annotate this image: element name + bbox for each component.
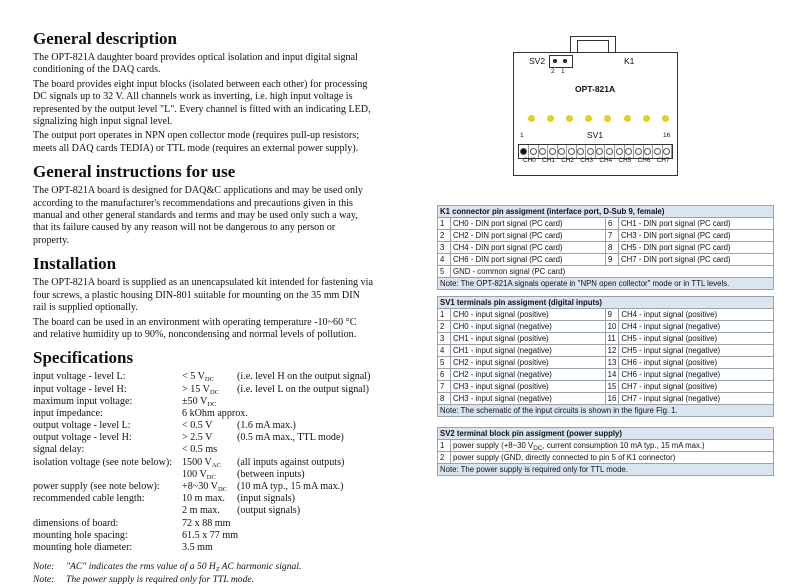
table-cell: 4 <box>438 254 451 266</box>
table-row <box>438 321 774 333</box>
note-row <box>33 561 373 574</box>
installation-heading: Installation <box>33 254 117 274</box>
sv2-pin <box>563 59 567 63</box>
spec-value <box>182 396 216 408</box>
table-cell: 3 <box>438 333 451 345</box>
table-row <box>438 393 774 405</box>
spec-label: maximum input voltage: <box>33 395 133 407</box>
spec-row <box>33 420 373 432</box>
spec-value <box>182 444 217 456</box>
spec-note: (i.e. level H on the output signal) <box>237 371 371 383</box>
spec-note: (1.6 mA max.) <box>237 420 296 432</box>
table-cell: 1 <box>438 218 451 230</box>
spec-row <box>33 396 373 408</box>
spec-label: isolation voltage (see note below): <box>33 456 173 468</box>
table-cell: CH6 - input signal (positive) <box>619 357 774 369</box>
spec-row <box>33 505 373 517</box>
spec-value-text: 6 kOhm approx. <box>182 407 248 419</box>
specifications-section <box>33 348 373 586</box>
table-cell: 16 <box>605 393 619 405</box>
table-row <box>438 357 774 369</box>
left-column <box>33 29 373 586</box>
channel-label: CH7 <box>656 157 670 164</box>
table-cell: 6 <box>438 369 451 381</box>
table-cell: 10 <box>605 321 619 333</box>
table-row <box>438 309 774 321</box>
table-cell: 15 <box>605 381 619 393</box>
sv2-pin2-label: 2 <box>551 68 555 75</box>
paragraph: The OPT-821A board is supplied as an unencapsulated kit intended for fastening via four screws, a plastic housing DIN-801 suitable for mounting on the 35 mm DIN rail is supplied optionally. <box>33 277 373 314</box>
spec-value-text: 1500 V <box>182 456 212 468</box>
spec-note: (output signals) <box>237 505 301 517</box>
spec-row <box>33 432 373 444</box>
specifications-notes <box>33 561 373 586</box>
spec-value <box>182 371 214 383</box>
table-cell: CH0 - input signal (negative) <box>451 321 606 333</box>
table-cell: power supply (GND, directly connected to pin 5 of K1 connector) <box>451 452 774 464</box>
k1-pin-table <box>437 205 774 290</box>
table-cell: 12 <box>605 345 619 357</box>
spec-value-text: < 5 V <box>182 371 205 383</box>
led-indicator <box>662 115 669 122</box>
sv2-pin <box>553 59 557 63</box>
k1-label: K1 <box>624 56 635 66</box>
table-cell: CH6 - DIN port signal (PC card) <box>451 254 606 266</box>
table-cell: 5 <box>438 266 451 278</box>
sv1-pin-end: 16 <box>663 132 671 139</box>
sv1-table-note: Note: The schematic of the input circuits is shown in the figure Fig. 1. <box>438 405 774 417</box>
table-cell: CH1 - input signal (positive) <box>451 333 606 345</box>
paragraph: The OPT-821A board is designed for DAQ&C applications and may be used only according to the manufacturer's recommendations and precautions given in this manual and other general standards and terms and may be used only such a way, that its failure caused by any reason will not be dangerous to any person or property. <box>33 185 363 246</box>
note-text <box>66 561 301 574</box>
general-description-section <box>33 29 373 155</box>
channel-label: CH0 <box>523 157 536 164</box>
spec-value-text: 72 x 88 mm <box>182 517 231 529</box>
terminal-screw <box>530 148 537 155</box>
spec-value <box>182 493 225 505</box>
spec-row <box>33 493 373 505</box>
general-instructions-section <box>33 162 373 247</box>
table-row <box>438 333 774 345</box>
table-cell: 11 <box>605 333 619 345</box>
table-cell: 5 <box>438 357 451 369</box>
note-label: Note: <box>33 573 55 585</box>
spec-row <box>33 518 373 530</box>
led-indicator <box>643 115 650 122</box>
spec-row <box>33 542 373 554</box>
paragraph: The board can be used in an environment with operating temperature -10~60 °C and relative humidity up to 90%, noncondensing and normal levels of pollution. <box>33 316 357 340</box>
table-cell: CH0 - DIN port signal (PC card) <box>451 218 606 230</box>
table-cell: 2 <box>438 321 451 333</box>
note-text-main: "AC" indicates the rms value of a 50 H <box>66 561 216 573</box>
general-instructions-heading: General instructions for use <box>33 162 236 182</box>
spec-label: input voltage - level H: <box>33 383 127 395</box>
spec-value <box>182 408 248 420</box>
terminal-screw <box>635 148 642 155</box>
spec-value-sub: DC <box>207 400 217 408</box>
table-cell: CH7 - DIN port signal (PC card) <box>618 254 773 266</box>
spec-row <box>33 530 373 542</box>
spec-value-text: > 15 V <box>182 383 210 395</box>
spec-value <box>182 481 227 493</box>
sv2-pin-table <box>437 427 774 476</box>
spec-note: (10 mA typ., 15 mA max.) <box>237 481 344 492</box>
sv1-table-title: SV1 terminals pin assigment (digital inputs) <box>438 297 774 309</box>
k1-table-title: K1 connector pin assigment (interface port, D-Sub 9, female) <box>438 206 774 218</box>
spec-value <box>182 505 220 517</box>
spec-label: power supply (see note below): <box>33 481 160 492</box>
table-row <box>438 230 774 242</box>
table-cell: CH2 - input signal (positive) <box>451 357 606 369</box>
table-cell: 7 <box>605 230 618 242</box>
table-cell: CH5 - DIN port signal (PC card) <box>618 242 773 254</box>
spec-value-text: 10 m max. <box>182 493 225 505</box>
table-cell: CH7 - input signal (positive) <box>619 381 774 393</box>
spec-value <box>182 384 219 396</box>
spec-value <box>182 518 231 530</box>
spec-value-text: ±50 V <box>182 395 208 407</box>
spec-value <box>182 530 238 542</box>
spec-value-sub: AC <box>211 461 221 469</box>
table-cell: CH3 - input signal (positive) <box>451 381 606 393</box>
spec-label: output voltage - level H: <box>33 432 132 444</box>
table-cell: CH2 - DIN port signal (PC card) <box>451 230 606 242</box>
led-indicator <box>624 115 631 122</box>
channel-label: CH6 <box>637 157 651 164</box>
specifications-heading: Specifications <box>33 348 134 368</box>
spec-value <box>182 420 212 432</box>
channel-label: CH3 <box>580 157 594 164</box>
table-cell: 1 <box>438 440 451 452</box>
table-cell: power supply (+8~30 $V_{DC}$, current consumption 10 mA typ., 15 mA max.) <box>451 440 774 452</box>
table-cell: 9 <box>605 254 618 266</box>
sv1-label: SV1 <box>587 130 604 140</box>
table-row <box>438 242 774 254</box>
spec-row <box>33 384 373 396</box>
spec-note: (0.5 mA max., TTL mode) <box>237 432 344 444</box>
channel-label: CH5 <box>618 157 632 164</box>
paragraph: The board provides eight input blocks (isolated between each other) for processing DC signals up to 32 V. All channels work as inverting, i.e. high input voltage is represented by the output level "L". Every channel is fitted with an indicating LED, signalizing high input signal level. <box>33 78 371 128</box>
note-label: Note: <box>33 561 55 573</box>
spec-value-sub: DC <box>209 388 219 396</box>
terminal-screw <box>606 148 613 155</box>
sv2-table-title: SV2 terminal block pin assigment (power supply) <box>438 428 774 440</box>
spec-value-text: 61.5 x 77 mm <box>182 529 239 541</box>
table-cell: 13 <box>605 357 619 369</box>
table-cell: 2 <box>438 452 451 464</box>
sv1-pin-table <box>437 296 774 417</box>
spec-note: (input signals) <box>237 493 296 505</box>
spec-label: mounting hole spacing: <box>33 529 128 541</box>
note-text-sub: Z <box>215 566 220 574</box>
table-cell: 2 <box>438 230 451 242</box>
sv2-table-note: Note: The power supply is required only for TTL mode. <box>438 464 774 476</box>
table-cell: CH2 - input signal (negative) <box>451 369 606 381</box>
table-cell: 14 <box>605 369 619 381</box>
spec-value-text: > 2.5 V <box>182 432 213 444</box>
table-cell: GND - common signal (PC card) <box>451 266 774 278</box>
channel-label: CH2 <box>561 157 574 164</box>
spec-value-text: 100 V <box>182 468 207 480</box>
table-cell: CH1 - DIN port signal (PC card) <box>618 218 773 230</box>
table-cell: CH7 - input signal (negative) <box>619 393 774 405</box>
note-text <box>66 574 254 586</box>
spec-label: recommended cable length: <box>33 493 145 505</box>
spec-note: (between inputs) <box>237 468 305 480</box>
spec-row <box>33 481 373 493</box>
sv2-pin1-label: 1 <box>561 68 565 75</box>
spec-label: mounting hole diameter: <box>33 541 133 553</box>
spec-value-text: 3.5 mm <box>182 541 213 553</box>
sv1-pin-start: 1 <box>520 132 524 139</box>
table-cell: 6 <box>605 218 618 230</box>
note-text-tail: AC harmonic signal. <box>219 561 302 573</box>
spec-row <box>33 371 373 383</box>
table-cell: 4 <box>438 345 451 357</box>
spec-label: input impedance: <box>33 407 103 419</box>
table-cell: CH5 - input signal (negative) <box>619 345 774 357</box>
spec-value-text: +8~30 V <box>182 481 218 492</box>
table-row <box>438 381 774 393</box>
table-cell: CH3 - DIN port signal (PC card) <box>618 230 773 242</box>
channel-label: CH1 <box>542 157 555 164</box>
table-cell: 8 <box>438 393 451 405</box>
spec-value <box>182 542 213 554</box>
general-description-heading: General description <box>33 29 178 48</box>
table-cell: CH5 - input signal (positive) <box>619 333 774 345</box>
k1-table-note: Note: The OPT-821A signals operate in "NPN open collector" mode or in TTL levels. <box>438 278 774 290</box>
table-cell: 3 <box>438 242 451 254</box>
spec-label: dimensions of board: <box>33 517 119 529</box>
paragraph: The OPT-821A daughter board provides optical isolation and input digital signal conditioning of the DAQ cards. <box>33 52 358 76</box>
terminal-screw <box>520 148 527 155</box>
terminal-screw <box>568 148 575 155</box>
spec-value-text: < 0.5 V <box>182 420 213 432</box>
table-cell: CH0 - input signal (positive) <box>451 309 606 321</box>
sv2-label: SV2 <box>529 56 546 66</box>
table-cell: CH4 - input signal (negative) <box>619 321 774 333</box>
installation-section <box>33 254 373 341</box>
table-cell: CH4 - input signal (positive) <box>619 309 774 321</box>
spec-label: output voltage - level L: <box>33 420 131 432</box>
table-cell: CH1 - input signal (negative) <box>451 345 606 357</box>
note-row <box>33 574 373 586</box>
spec-value <box>182 457 221 469</box>
spec-value <box>182 469 216 481</box>
terminal-screw <box>587 148 594 155</box>
led-indicator <box>528 115 535 122</box>
terminal-screw <box>654 148 661 155</box>
spec-value <box>182 432 212 444</box>
terminal-screw <box>616 148 623 155</box>
spec-value-text: < 0.5 ms <box>182 444 218 456</box>
spec-value-sub: DC <box>217 486 227 493</box>
table-row <box>438 345 774 357</box>
spec-row <box>33 457 373 469</box>
spec-row <box>33 469 373 481</box>
table-cell: CH6 - input signal (negative) <box>619 369 774 381</box>
table-cell: 8 <box>605 242 618 254</box>
note-text-main: The power supply is required only for TTL mode. <box>66 573 255 585</box>
board-title: OPT-821A <box>575 84 616 94</box>
table-row <box>438 254 774 266</box>
table-row <box>438 369 774 381</box>
spec-row <box>33 408 373 420</box>
spec-label: input voltage - level L: <box>33 371 126 383</box>
table-cell: 1 <box>438 309 451 321</box>
spec-note: (i.e. level L on the output signal) <box>237 383 369 395</box>
table-cell: CH4 - DIN port signal (PC card) <box>451 242 606 254</box>
table-row <box>438 218 774 230</box>
terminal-screw <box>549 148 556 155</box>
table-cell: 7 <box>438 381 451 393</box>
specifications-list <box>33 371 373 554</box>
paragraph: The output port operates in NPN open collector mode (requires pull-up resistors; meets all DAQ cards TEDIA) or TTL mode (requires an external power supply). <box>33 130 360 154</box>
spec-value-text: 2 m max. <box>182 505 220 517</box>
table-cell: CH3 - input signal (negative) <box>451 393 606 405</box>
spec-note: (all inputs against outputs) <box>237 456 345 468</box>
channel-label: CH4 <box>599 157 613 164</box>
spec-row <box>33 444 373 456</box>
spec-value-sub: DC <box>206 473 216 481</box>
spec-value-sub: DC <box>204 376 214 384</box>
table-cell: 9 <box>605 309 619 321</box>
spec-label: signal delay: <box>33 444 85 456</box>
